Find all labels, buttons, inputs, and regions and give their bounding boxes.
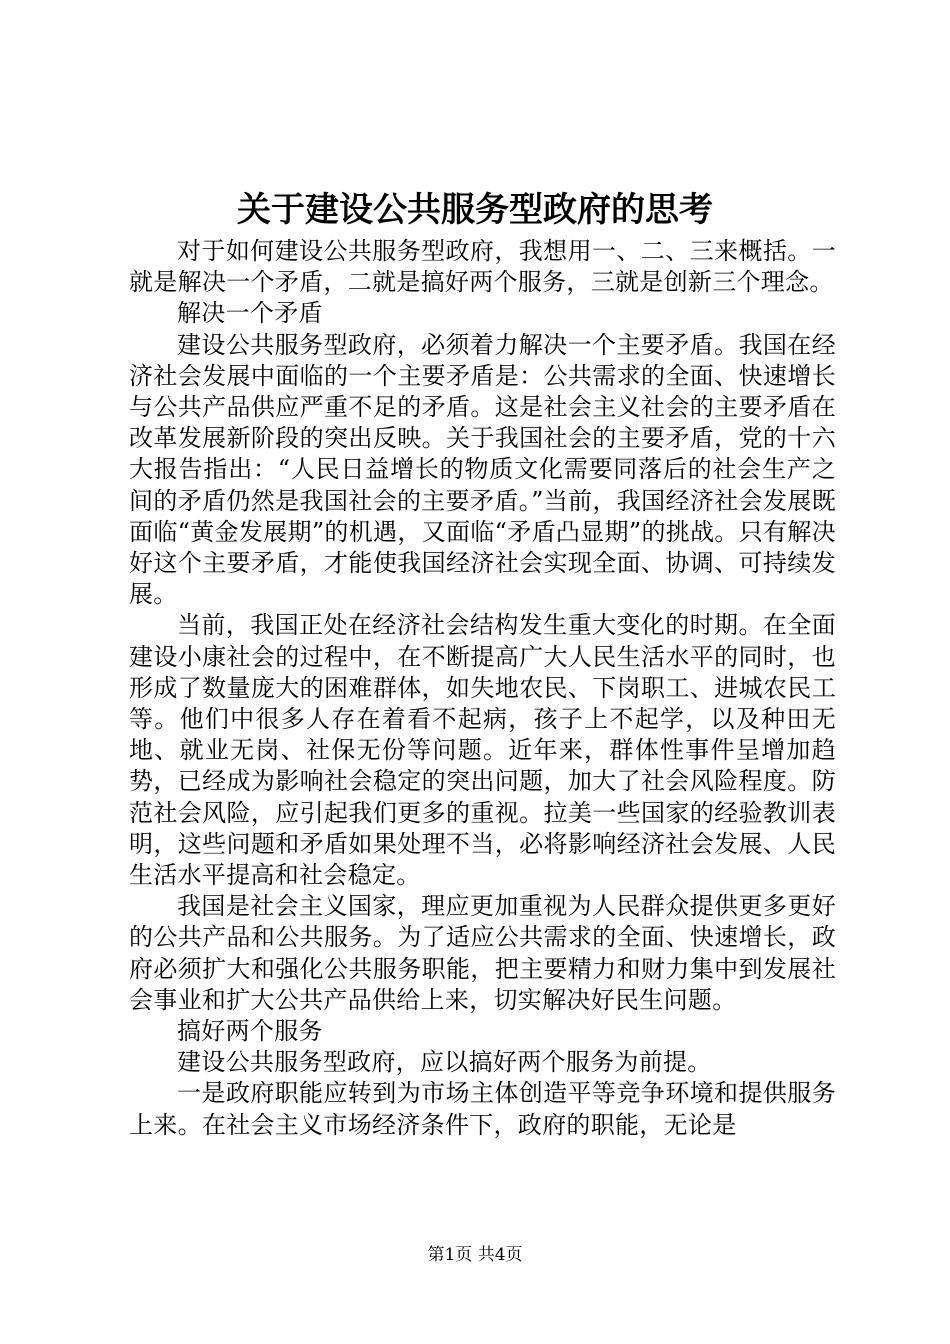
section-heading-2: 搞好两个服务 [177,1017,323,1046]
page-footer: 第1页 共4页 [427,1245,523,1265]
paragraph-public-services: 我国是社会主义国家，理应更加重视为人民群众提供更多更好的公共产品和公共服务。为了适应公共需求的全面、快速增长，政府必须扩大和强化公共服务职能，把主要精力和财力集中到发展社会事业和扩大公共产品供给上来，切实解决好民生问题。 [129,892,836,1014]
paragraph-two-services-premise: 建设公共服务型政府，应以搞好两个服务为前提。 [177,1048,712,1077]
paragraph-main-contradiction: 建设公共服务型政府，必须着力解决一个主要矛盾。我国在经济社会发展中面临的一个主要矛盾是：公共需求的全面、快速增长与公共产品供应严重不足的矛盾。这是社会主义社会的主要矛盾在改革发展新阶段的突出反映。关于我国社会的主要矛盾，党的十六大报告指出：“人民日益增长的物质文化需要同落后的社会生产之间的矛盾仍然是我国社会的主要矛盾。”当前，我国经济社会发展既面临“黄金发展期”的机遇，又面临“矛盾凸显期”的挑战。只有解决好这个主要矛盾，才能使我国经济社会实现全面、协调、可持续发展。 [129,330,836,609]
document-body [129,236,836,1141]
paragraph-social-change: 当前，我国正处在经济社会结构发生重大变化的时期。在全面建设小康社会的过程中，在不断提高广大人民生活水平的同时，也形成了数量庞大的困难群体，如失地农民、下岗职工、进城农民工等。他们中很多人存在着看不起病，孩子上不起学，以及种田无地、就业无岗、社保无份等问题。近年来，群体性事件呈增加趋势，已经成为影响社会稳定的突出问题，加大了社会风险程度。防范社会风险，应引起我们更多的重视。拉美一些国家的经验教训表明，这些问题和矛盾如果处理不当，必将影响经济社会发展、人民生活水平提高和社会稳定。 [129,611,836,890]
paragraph-intro: 对于如何建设公共服务型政府，我想用一、二、三来概括。一就是解决一个矛盾，二就是搞好两个服务，三就是创新三个理念。 [129,237,836,297]
section-heading-1: 解决一个矛盾 [177,299,323,328]
document-title: 关于建设公共服务型政府的思考 [237,190,713,230]
paragraph-government-functions: 一是政府职能应转到为市场主体创造平等竞争环境和提供服务上来。在社会主义市场经济条件下，政府的职能，无论是 [129,1079,836,1139]
